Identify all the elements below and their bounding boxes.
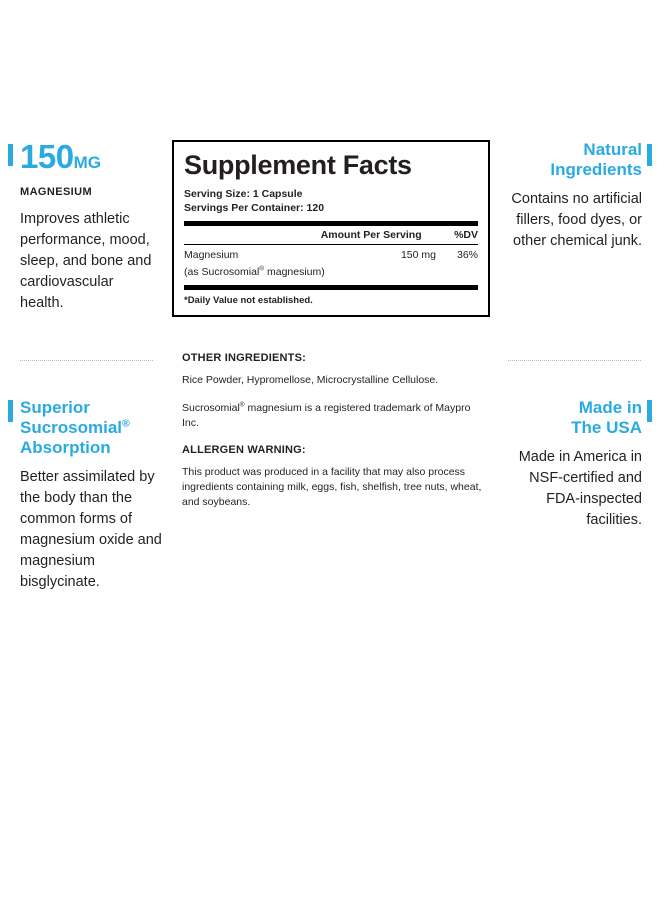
dosage-amount [20, 140, 160, 179]
divider-left [20, 360, 153, 361]
allergen-warning-text: This product was produced in a facility that may also process ingredients containing milk, eggs, fish, shelfish, tree nuts, wheat, and soybeans. [182, 466, 482, 508]
registered-mark-icon: ® [239, 401, 245, 409]
registered-mark-icon: ® [259, 265, 265, 273]
usa-title [498, 398, 642, 438]
table-row-sub [184, 262, 478, 279]
natural-body: Contains no artificial fillers, food dyes, or other chemical junk. [511, 191, 642, 249]
supplement-facts-rows [184, 245, 478, 279]
supplement-facts-table [184, 226, 478, 244]
servings-per-container: Servings Per Container: 120 [184, 202, 325, 214]
accent-bar-right-top [647, 144, 652, 166]
feature-dosage [20, 140, 160, 314]
other-ingredients-block [182, 352, 482, 523]
allergen-warning-heading: ALLERGEN WARNING: [182, 444, 306, 456]
feature-made-in-usa [498, 398, 642, 531]
header-amount-per-serving: Amount Per Serving [320, 229, 422, 241]
natural-title-line1: Natural [583, 140, 642, 159]
accent-bar-left-bottom [8, 400, 13, 422]
table-row [184, 245, 478, 262]
absorption-title-line1: Superior [20, 398, 90, 417]
usa-title-line1: Made in [578, 398, 642, 417]
nutrient-dv: 36% [456, 249, 478, 261]
supplement-facts-panel [172, 140, 490, 317]
feature-natural-ingredients [498, 140, 642, 252]
dosage-unit: MG [73, 153, 101, 172]
trademark-notice [182, 401, 482, 431]
header-percent-dv: %DV [454, 229, 478, 241]
dosage-label: MAGNESIUM [20, 186, 93, 198]
dosage-body: Improves athletic performance, mood, sleep, and bone and cardiovascular health. [20, 211, 152, 311]
other-ingredients-list: Rice Powder, Hypromellose, Microcrystalline Cellulose. [182, 374, 439, 386]
divider-right [508, 360, 641, 361]
table-header-row [184, 226, 478, 244]
usa-title-line2: The USA [571, 418, 642, 437]
trademark-post: magnesium is a registered trademark of Maypro Inc. [182, 402, 471, 429]
trademark-pre: Sucrosomial [182, 402, 240, 414]
accent-bar-left-top [8, 144, 13, 166]
registered-mark-icon: ® [122, 417, 130, 430]
nutrient-source-tail: magnesium) [264, 266, 325, 278]
accent-bar-right-bottom [647, 400, 652, 422]
daily-value-footnote: *Daily Value not established. [184, 295, 313, 306]
nutrient-source [184, 262, 478, 279]
absorption-title-line3: Absorption [20, 438, 111, 457]
nutrient-source-text: (as Sucrosomial [184, 266, 260, 278]
absorption-body: Better assimilated by the body than the common forms of magnesium oxide and magnesium bisglycinate. [20, 469, 162, 590]
dosage-value: 150 [20, 138, 74, 175]
other-ingredients-heading: OTHER INGREDIENTS: [182, 352, 306, 364]
supplement-facts-title: Supplement Facts [184, 150, 412, 180]
serving-size: Serving Size: 1 Capsule [184, 188, 303, 200]
rule-thick-bottom [184, 285, 478, 290]
nutrient-name: Magnesium [184, 249, 239, 261]
nutrient-amount: 150 mg [400, 249, 436, 261]
absorption-title [20, 398, 165, 458]
absorption-title-line2: Sucrosomial [20, 418, 123, 437]
natural-title [498, 140, 642, 180]
natural-title-line2: Ingredients [550, 160, 642, 179]
usa-body: Made in America in NSF-certified and FDA-inspected facilities. [518, 449, 642, 528]
feature-absorption [20, 398, 165, 593]
